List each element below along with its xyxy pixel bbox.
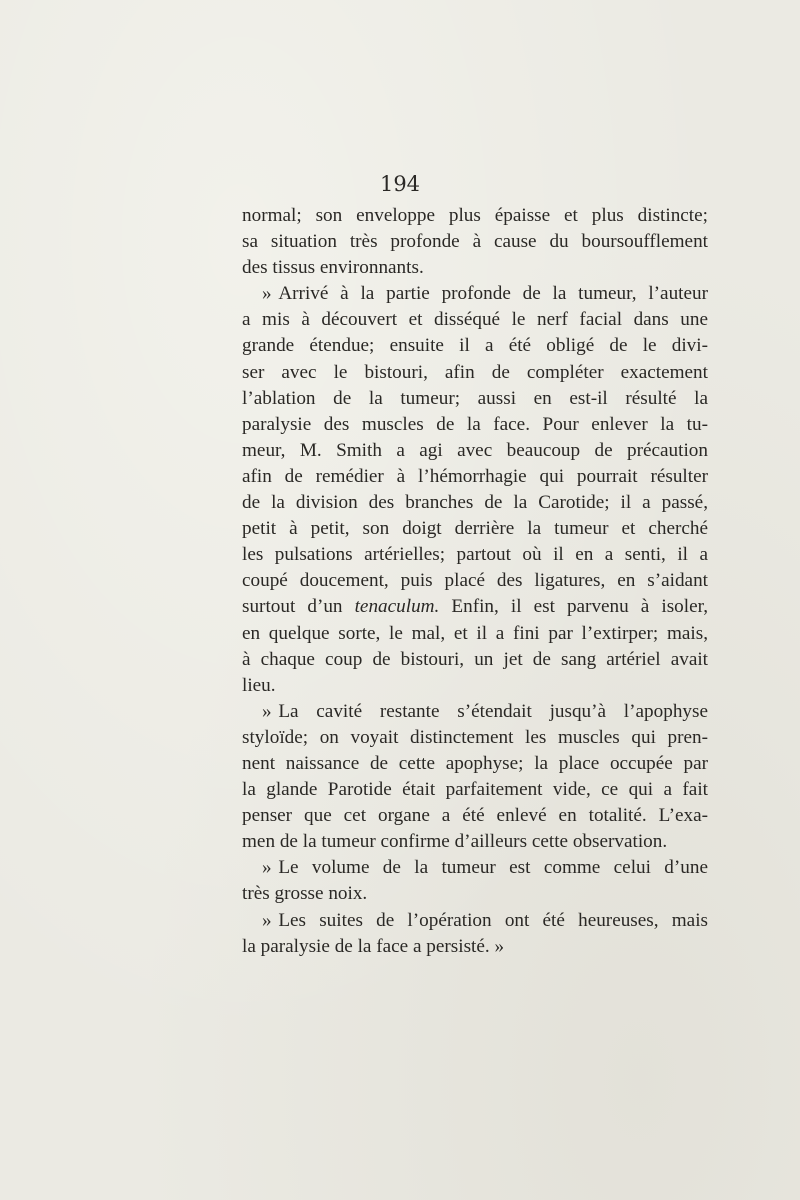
text-line: petit à petit, son doigt derrière la tumeur et cherché xyxy=(242,518,708,540)
text-line: men de la tumeur confirme d’ailleurs cette observation. xyxy=(242,831,668,853)
text-line: sa situation très profonde à cause du boursoufflement xyxy=(242,231,708,253)
text-line: a mis à découvert et disséqué le nerf facial dans une xyxy=(242,309,708,331)
page-number: 194 xyxy=(379,172,421,196)
body-text xyxy=(242,203,708,960)
paragraph-start-line: » La cavité restante s’étendait jusqu’à l’apophyse xyxy=(262,700,708,722)
quote-mark: » xyxy=(262,700,272,722)
text-line: lieu. xyxy=(242,674,276,696)
text-line: styloïde; on voyait distinctement les muscles qui pren- xyxy=(242,726,708,748)
text-line: nent naissance de cette apophyse; la place occupée par xyxy=(242,752,708,774)
text-line: de la division des branches de la Carotide; il a passé, xyxy=(242,492,708,514)
text-line: ser avec le bistouri, afin de compléter exactement xyxy=(242,361,708,383)
text-line: en quelque sorte, le mal, et il a fini par l’extirper; mais, xyxy=(242,622,708,644)
text-line: afin de remédier à l’hémorrhagie qui pourrait résulter xyxy=(242,465,708,487)
paragraph-start-line: » Arrivé à la partie profonde de la tumeur, l’auteur xyxy=(262,283,708,305)
text-line: normal; son enveloppe plus épaisse et plus distincte; xyxy=(242,205,708,226)
quote-mark: » xyxy=(262,283,272,305)
text-line: penser que cet organe a été enlevé en totalité. L’exa- xyxy=(242,805,708,827)
text-line: des tissus environnants. xyxy=(242,257,424,279)
text-line: à chaque coup de bistouri, un jet de sang artériel avait xyxy=(242,648,708,670)
text-line: grande étendue; ensuite il a été obligé de le divi- xyxy=(242,335,708,357)
text-line: meur, M. Smith a agi avec beaucoup de précaution xyxy=(242,439,708,461)
text-line: très grosse noix. xyxy=(242,883,368,905)
text-line: surtout d’un tenaculum. Enfin, il est parvenu à isoler, xyxy=(242,596,708,618)
text-line: la glande Parotide était parfaitement vide, ce qui a fait xyxy=(242,779,708,801)
text-line: les pulsations artérielles; partout où il en a senti, il a xyxy=(242,544,708,566)
paragraph-start-line: » Les suites de l’opération ont été heureuses, mais xyxy=(262,909,708,931)
paragraph-start-line: » Le volume de la tumeur est comme celui d’une xyxy=(262,857,708,879)
quote-mark: » xyxy=(262,857,272,879)
text-line: paralysie des muscles de la face. Pour enlever la tu- xyxy=(242,413,708,435)
text-line: l’ablation de la tumeur; aussi en est-il résulté la xyxy=(242,387,708,409)
text-line: la paralysie de la face a persisté. » xyxy=(242,935,505,957)
quote-mark: » xyxy=(262,909,272,931)
text-line: coupé doucement, puis placé des ligatures, en s’aidant xyxy=(242,570,708,592)
italic-term: tenaculum. xyxy=(354,596,440,618)
